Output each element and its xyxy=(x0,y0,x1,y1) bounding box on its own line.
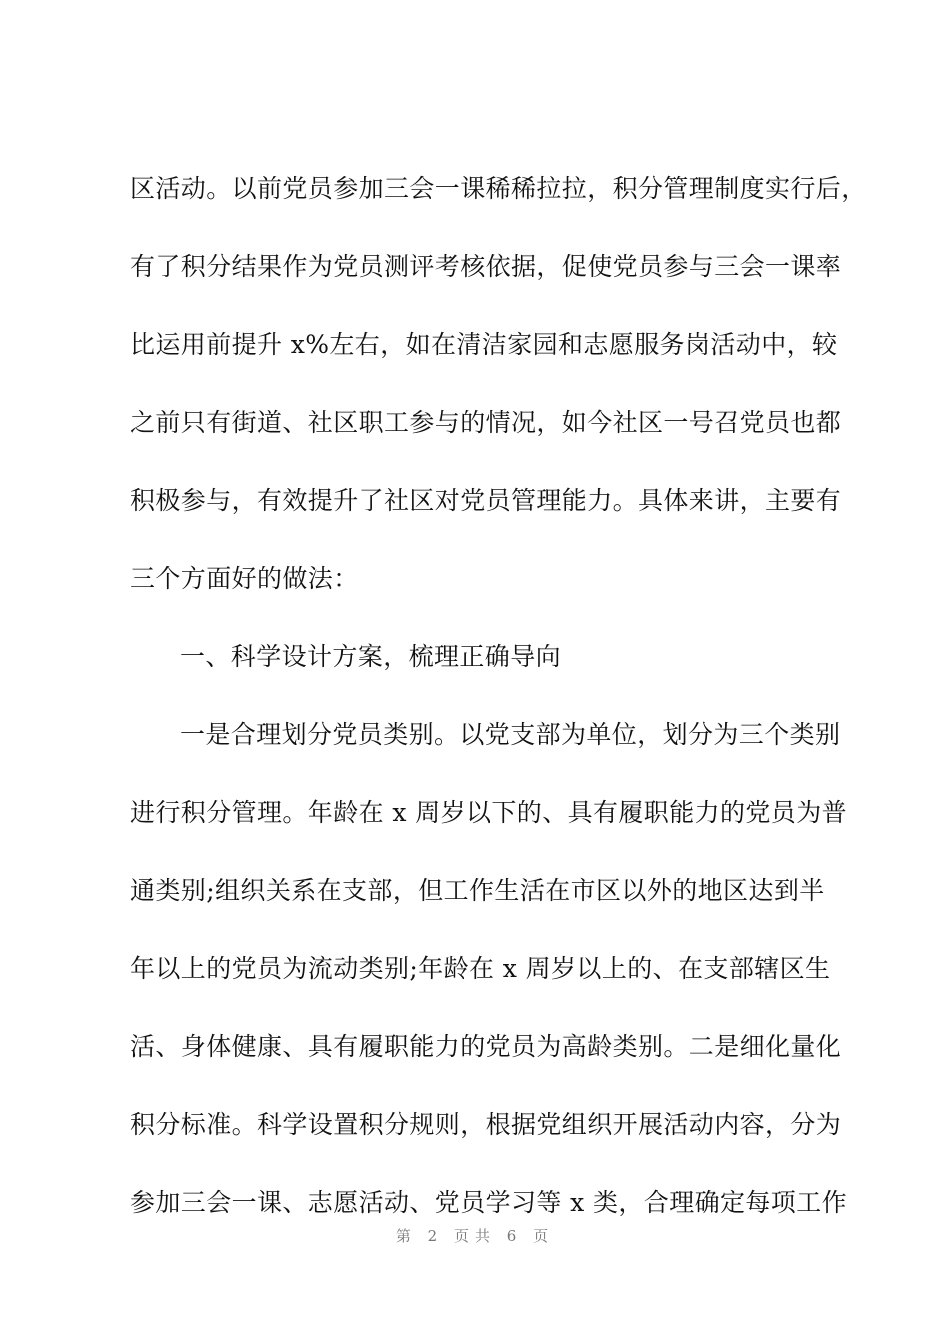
body-line-9: 进行积分管理。年龄在 x 周岁以下的、具有履职能力的党员为普 xyxy=(130,798,847,827)
body-line-1: 区活动。以前党员参加三会一课稀稀拉拉，积分管理制度实行后， xyxy=(130,174,867,203)
section-heading: 一、科学设计方案，梳理正确导向 xyxy=(180,642,562,671)
body-line-13: 积分标准。科学设置积分规则，根据党组织开展活动内容，分为 xyxy=(130,1110,842,1139)
body-line-11: 年以上的党员为流动类别;年龄在 x 周岁以上的、在支部辖区生 xyxy=(130,954,831,983)
body-line-5: 积极参与，有效提升了社区对党员管理能力。具体来讲，主要有 xyxy=(130,486,842,515)
body-line-12: 活、身体健康、具有履职能力的党员为高龄类别。二是细化量化 xyxy=(130,1032,842,1061)
body-line-4: 之前只有街道、社区职工参与的情况，如今社区一号召党员也都 xyxy=(130,408,842,437)
body-line-10: 通类别;组织关系在支部，但工作生活在市区以外的地区达到半 xyxy=(130,876,825,905)
paragraph-start-line: 一是合理划分党员类别。以党支部为单位，划分为三个类别 xyxy=(180,720,841,749)
page-number-footer: 第 2 页共 6 页 xyxy=(395,1227,555,1245)
body-line-6: 三个方面好的做法： xyxy=(130,564,359,593)
body-line-14: 参加三会一课、志愿活动、党员学习等 x 类，合理确定每项工作 xyxy=(130,1188,847,1217)
body-line-3: 比运用前提升 x%左右，如在清洁家园和志愿服务岗活动中，较 xyxy=(130,330,838,359)
document-body xyxy=(130,150,867,1242)
body-line-2: 有了积分结果作为党员测评考核依据，促使党员参与三会一课率 xyxy=(130,252,842,281)
